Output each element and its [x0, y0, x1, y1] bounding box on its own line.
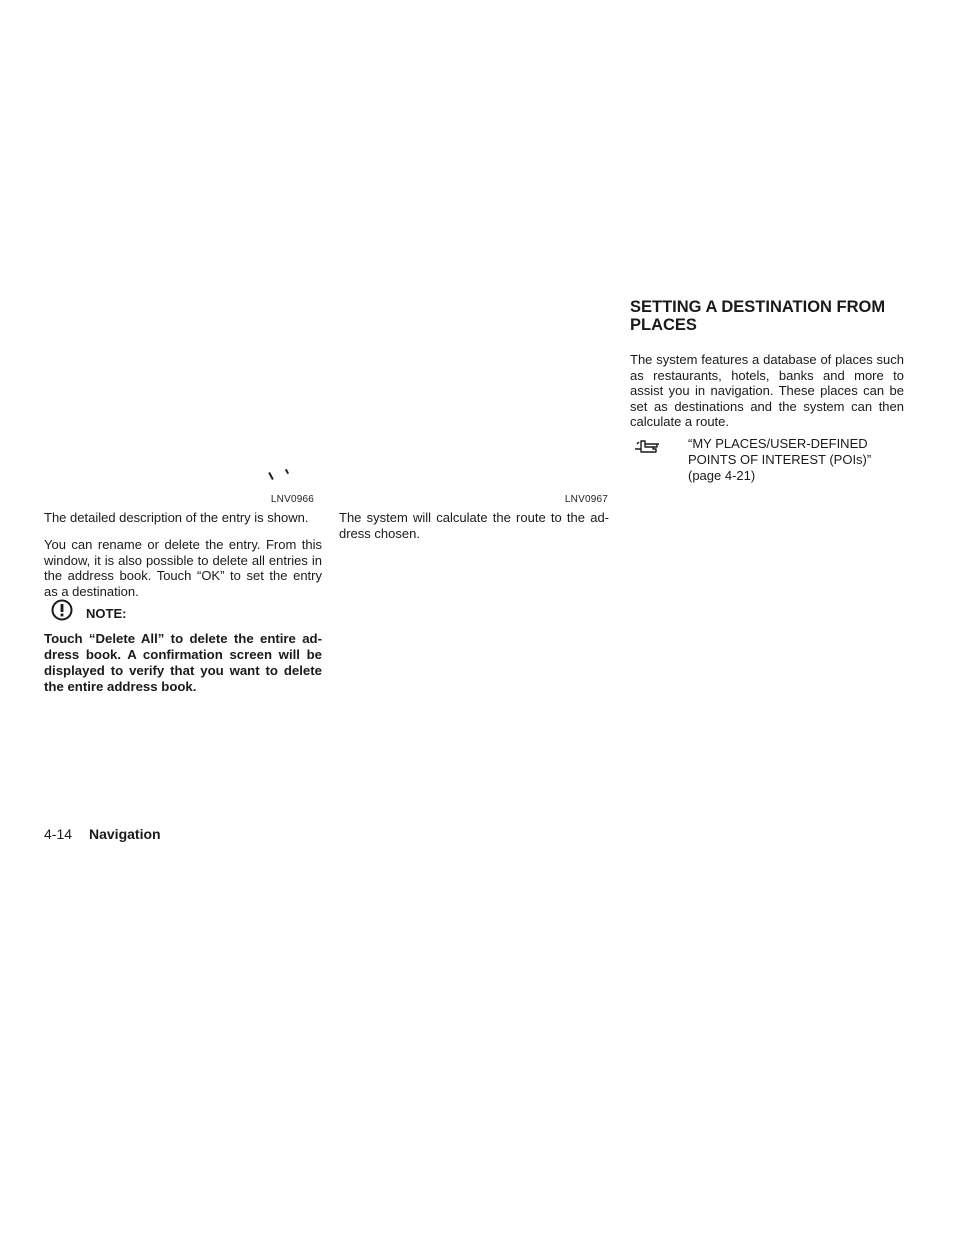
- pointing-hand-icon: [633, 435, 663, 455]
- figure-code-left: LNV0966: [270, 494, 314, 505]
- figure-mark: [285, 469, 289, 474]
- note-icon: [51, 599, 73, 621]
- reference-line-2[interactable]: POINTS OF INTEREST (POIs)”: [688, 452, 872, 467]
- figure-code-middle: LNV0967: [564, 494, 608, 505]
- left-paragraph-2: You can rename or delete the entry. From this window, it is also possible to delete all entries in the address book. Touch “OK” to set the entry as a destination.: [44, 537, 322, 599]
- section-heading: SETTING A DESTINATION FROM PLACES: [630, 298, 886, 334]
- right-paragraph-1: The system features a database of places such as restaurants, hotels, banks and more to assist you in navigation. These places can be set as destinations and the system can then calculate a route.: [630, 352, 904, 429]
- section-name: Navigation: [89, 826, 161, 842]
- left-paragraph-1: The detailed description of the entry is shown.: [44, 510, 309, 525]
- page-number: 4-14: [44, 826, 73, 842]
- reference-line-3[interactable]: (page 4-21): [688, 468, 756, 483]
- note-text: Touch “Delete All” to delete the entire ad-dress book. A confirmation screen will be displayed to verify that you want to delete the entire address book.: [44, 631, 322, 694]
- note-label: NOTE:: [86, 606, 127, 621]
- reference-line-1[interactable]: “MY PLACES/USER-DEFINED: [688, 436, 868, 451]
- figure-mark: [268, 472, 274, 480]
- middle-paragraph-1: The system will calculate the route to the ad-dress chosen.: [339, 510, 609, 541]
